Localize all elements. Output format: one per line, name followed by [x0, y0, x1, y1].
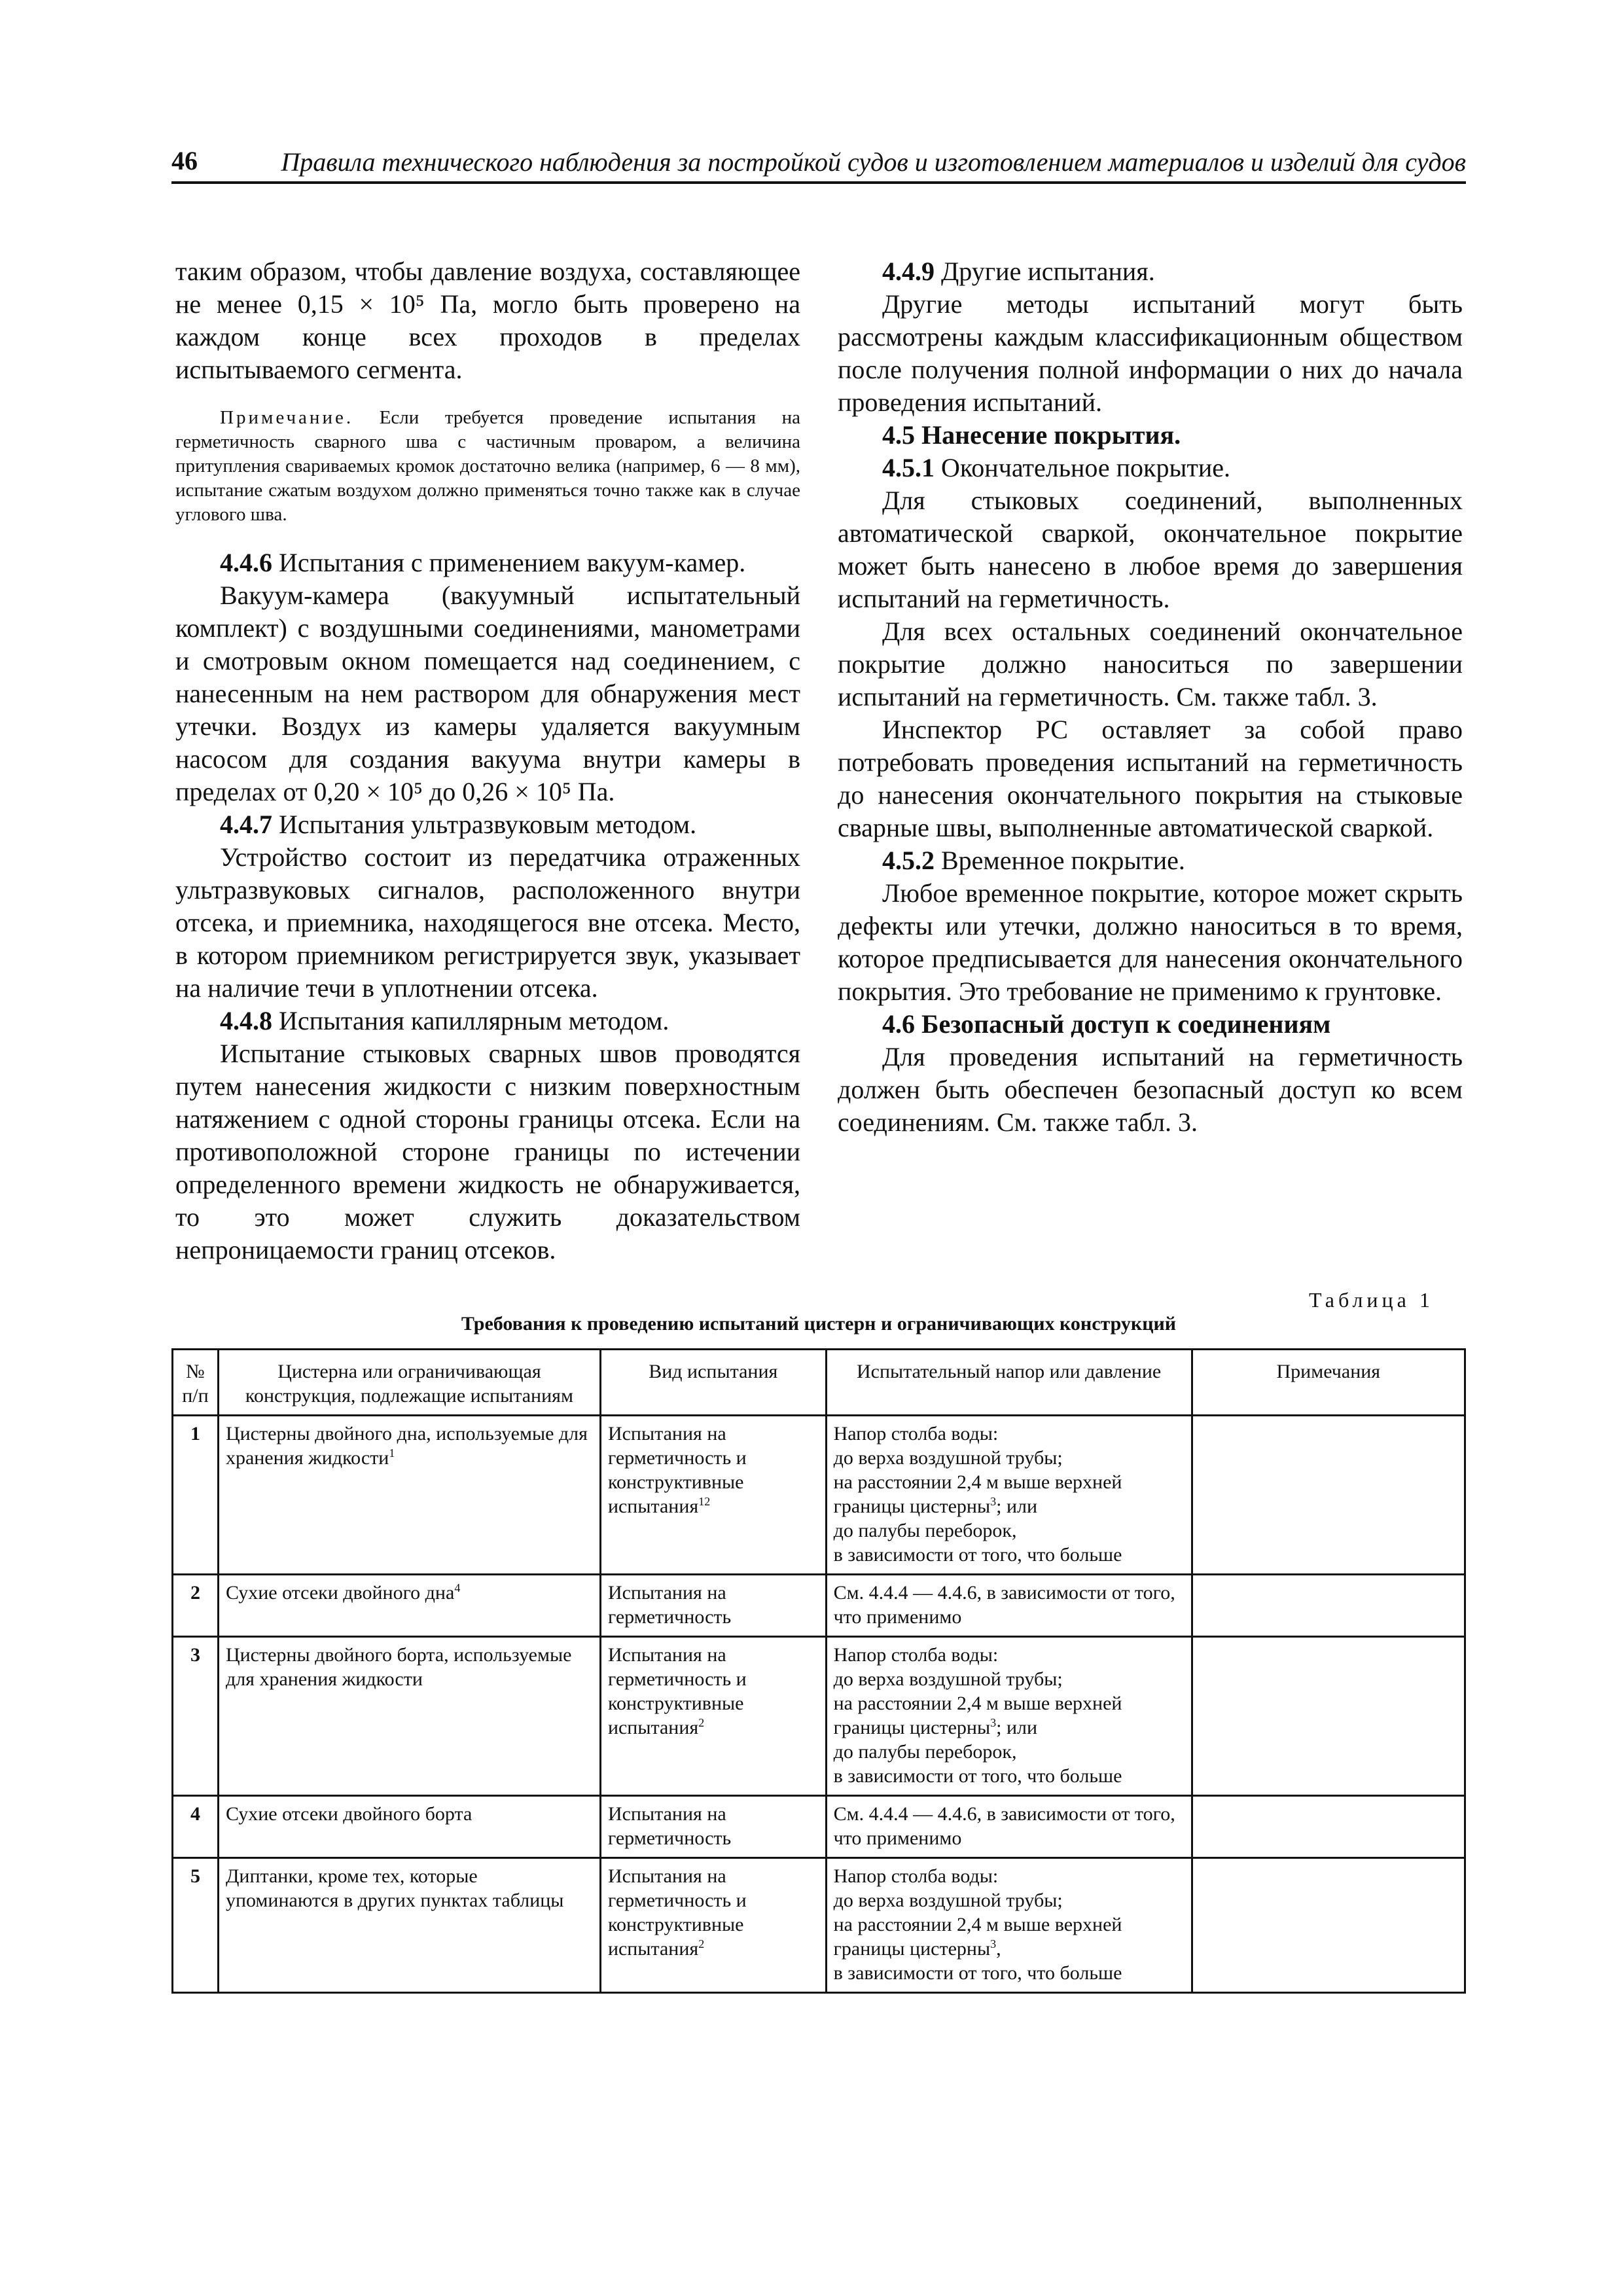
section-4-4-7	[175, 808, 800, 841]
row-notes	[1192, 1637, 1465, 1796]
pressure-line: до палубы переборок,	[833, 1520, 1017, 1541]
type-text: Испытания на герметичность и конструктивные испытания	[607, 1423, 747, 1517]
row-object: Диптанки, кроме тех, которые упоминаются в других пунктах таблицы	[218, 1858, 600, 1993]
left-column	[175, 255, 800, 1266]
paragraph: Любое временное покрытие, которое может скрыть дефекты или утечки, должно наноситься в то время, которое предписывается для нанесения окончательного покрытия. Это требование не применимо к грунтовке.	[838, 878, 1463, 1006]
pressure-line: до верха воздушной трубы;	[833, 1890, 1063, 1911]
table-row	[173, 1858, 1465, 1993]
pressure-line: до верха воздушной трубы;	[833, 1447, 1063, 1469]
running-title: Правила технического наблюдения за постройкой судов и изготовлением материалов и изделий для судов	[281, 147, 1466, 177]
footnote-ref: 3	[990, 1937, 997, 1950]
table-row	[173, 1796, 1465, 1858]
section-heading-4-5: 4.5 Нанесение покрытия.	[882, 420, 1181, 450]
row-number: 5	[173, 1858, 219, 1993]
row-type: Испытания на герметичность	[600, 1796, 826, 1858]
footnote-ref: 4	[454, 1581, 461, 1594]
row-type	[600, 1637, 826, 1796]
pressure-line-tail: ; или	[996, 1496, 1038, 1517]
paragraph: Для всех остальных соединений окончательное покрытие должно наноситься по завершении испытаний на герметичность. См. также табл. 3.	[838, 617, 1463, 711]
row-type	[600, 1858, 826, 1993]
header-num: № п/п	[173, 1350, 219, 1416]
row-pressure	[826, 1858, 1192, 1993]
section-number: 4.4.7	[220, 810, 272, 839]
pressure-line: в зависимости от того, что больше	[833, 1962, 1122, 1984]
footnote-ref: 12	[698, 1495, 711, 1508]
footnote-ref: 3	[990, 1495, 997, 1508]
row-notes	[1192, 1416, 1465, 1575]
header-object: Цистерна или ограничивающая конструкция, подлежащие испытаниям	[218, 1350, 600, 1416]
section-title: Испытания капиллярным методом.	[279, 1006, 669, 1035]
pressure-line: Напор столба воды:	[833, 1423, 999, 1444]
row-number: 2	[173, 1575, 219, 1637]
paragraph: Инспектор РС оставляет за собой право потребовать проведения испытаний на герметичность до нанесения окончательного покрытия на стыковые сварные швы, выполненные автоматической сваркой.	[838, 715, 1463, 842]
pressure-line: в зависимости от того, что больше	[833, 1765, 1122, 1787]
section-title: Другие испытания.	[941, 257, 1155, 286]
object-text: Цистерны двойного дна, используемые для хранения жидкости	[225, 1423, 588, 1469]
section-heading-4-6: 4.6 Безопасный доступ к соединениям	[882, 1009, 1331, 1039]
paragraph: таким образом, чтобы давление воздуха, составляющее не менее 0,15 × 10⁵ Па, могло быть проверено на каждом конце всех проходов в пределах испытываемого сегмента.	[175, 257, 800, 384]
row-number: 4	[173, 1796, 219, 1858]
row-type	[600, 1416, 826, 1575]
table-row	[173, 1637, 1465, 1796]
row-number: 3	[173, 1637, 219, 1796]
row-notes	[1192, 1858, 1465, 1993]
paragraph: Другие методы испытаний могут быть рассмотрены каждым классификационным обществом после получения полной информации о них до начала проведения испытаний.	[838, 289, 1463, 417]
section-4-4-9	[838, 255, 1463, 288]
paragraph: Испытание стыковых сварных швов проводятся путем нанесения жидкости с низким поверхностным натяжением с одной стороны границы отсека. Если на противоположной стороне границы по истечении определенного времени жидкость не обнаруживается, то это может служить доказательством непроницаемости границ отсеков.	[175, 1039, 800, 1265]
pressure-line: до палубы переборок,	[833, 1741, 1017, 1763]
table-row	[173, 1416, 1465, 1575]
note-label: Примечание.	[220, 407, 354, 428]
pressure-line-tail: ; или	[996, 1717, 1038, 1738]
header-notes: Примечания	[1192, 1350, 1465, 1416]
row-pressure: См. 4.4.4 — 4.4.6, в зависимости от того, что применимо	[826, 1796, 1192, 1858]
paragraph: Вакуум-камера (вакуумный испытательный комплект) с воздушными соединениями, манометрами и смотровым окном помещается над соединением, с нанесенным на нем раствором для обнаружения мест утечки. Воздух из камеры удаляется вакуумным насосом для создания вакуума внутри камеры в пределах от 0,20 × 10⁵ до 0,26 × 10⁵ Па.	[175, 581, 800, 806]
footnote-ref: 1	[389, 1446, 395, 1460]
page-number: 46	[171, 146, 198, 175]
pressure-line: на расстоянии 2,4 м выше верхней границы цистерны	[833, 1471, 1122, 1517]
section-title: Испытания ультразвуковым методом.	[279, 810, 697, 839]
pressure-line: в зависимости от того, что больше	[833, 1544, 1122, 1566]
section-4-4-8	[175, 1005, 800, 1037]
row-type: Испытания на герметичность	[600, 1575, 826, 1637]
row-notes	[1192, 1796, 1465, 1858]
paragraph: Для стыковых соединений, выполненных автоматической сваркой, окончательное покрытие может быть нанесено в любое время до завершения испытаний на герметичность.	[838, 486, 1463, 613]
note-text: Если требуется проведение испытания на герметичность сварного шва с частичным проваром, а величина притупления свариваемых кромок достаточно велика (например, 6 — 8 мм), испытание сжатым воздухом должно применяться точно также как в случае углового шва.	[175, 407, 800, 525]
pressure-line: на расстоянии 2,4 м выше верхней границы цистерны	[833, 1693, 1122, 1738]
section-4-5-1	[838, 452, 1463, 484]
row-pressure	[826, 1416, 1192, 1575]
section-number: 4.5.1	[882, 453, 935, 482]
pressure-line: Напор столба воды:	[833, 1644, 999, 1666]
section-title: Испытания с применением вакуум-камер.	[279, 548, 746, 577]
page-header	[171, 145, 1466, 177]
requirements-table	[171, 1348, 1466, 1994]
pressure-line: на расстоянии 2,4 м выше верхней границы цистерны	[833, 1914, 1122, 1960]
paragraph: Устройство состоит из передатчика отраженных ультразвуковых сигналов, расположенного внутри отсека, и приемника, находящегося вне отсека. Место, в котором приемником регистрируется звук, указывает на наличие течи в уплотнении отсека.	[175, 842, 800, 1003]
header-pressure: Испытательный напор или давление	[826, 1350, 1192, 1416]
section-number: 4.4.8	[220, 1006, 272, 1035]
footnote-ref: 3	[990, 1716, 997, 1729]
section-title: Окончательное покрытие.	[941, 453, 1230, 482]
table-label: Таблица 1	[1309, 1288, 1434, 1312]
table-caption: Требования к проведению испытаний цистерн и ограничивающих конструкций	[461, 1313, 1177, 1335]
section-4-5-2	[838, 844, 1463, 877]
row-pressure: См. 4.4.4 — 4.4.6, в зависимости от того, что применимо	[826, 1575, 1192, 1637]
paragraph: Для проведения испытаний на герметичность должен быть обеспечен безопасный доступ ко всем соединениям. См. также табл. 3.	[838, 1042, 1463, 1137]
row-number: 1	[173, 1416, 219, 1575]
pressure-line: Напор столба воды:	[833, 1865, 999, 1887]
object-text: Сухие отсеки двойного дна	[225, 1582, 455, 1604]
section-number: 4.4.6	[220, 548, 272, 577]
section-number: 4.5.2	[882, 846, 935, 875]
section-number: 4.4.9	[882, 257, 935, 286]
header-rule	[171, 181, 1466, 184]
pressure-line-tail: ,	[996, 1938, 1001, 1960]
table-header-row	[173, 1350, 1465, 1416]
row-object	[218, 1575, 600, 1637]
type-text: Испытания на герметичность и конструктивные испытания	[607, 1644, 747, 1738]
note	[175, 406, 800, 527]
section-title: Временное покрытие.	[941, 846, 1185, 875]
footnote-ref: 2	[698, 1716, 705, 1729]
footnote-ref: 2	[698, 1937, 705, 1950]
row-pressure	[826, 1637, 1192, 1796]
row-object: Цистерны двойного борта, используемые для хранения жидкости	[218, 1637, 600, 1796]
type-text: Испытания на герметичность и конструктивные испытания	[607, 1865, 747, 1960]
header-type: Вид испытания	[600, 1350, 826, 1416]
section-4-4-6	[175, 547, 800, 579]
row-object	[218, 1416, 600, 1575]
row-notes	[1192, 1575, 1465, 1637]
pressure-line: до верха воздушной трубы;	[833, 1668, 1063, 1690]
right-column	[838, 255, 1463, 1139]
table-row	[173, 1575, 1465, 1637]
row-object: Сухие отсеки двойного борта	[218, 1796, 600, 1858]
